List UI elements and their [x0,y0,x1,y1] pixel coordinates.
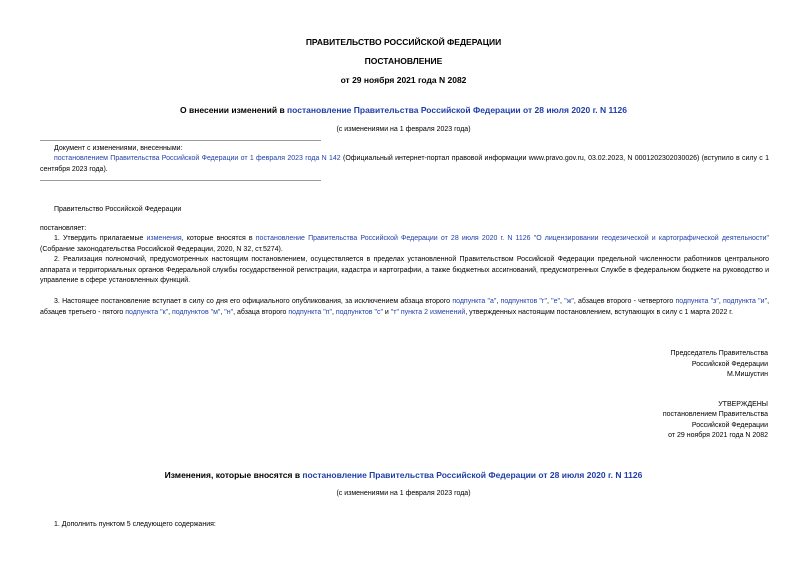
changes-box-text [40,154,769,175]
title-link-decree-1126[interactable]: постановление Правительства Российской Федерации от 28 июля 2020 г. N 1126 [287,105,627,115]
changes-box-heading: Документ с изменениями, внесенными: [54,145,183,152]
approved-heading: УТВЕРЖДЕНЫ [718,401,768,408]
changes-box-top-divider [40,140,321,141]
subitem-p-link[interactable]: подпункта "п" [288,308,332,316]
government-line: Правительство Российской Федерации [54,206,182,213]
subitem-n-link[interactable]: "н" [224,308,234,316]
subitem-i-link[interactable]: подпункта "и" [723,298,768,305]
subitem-zh-link[interactable]: "ж" [564,298,574,305]
subitem-z-link[interactable]: подпункта "з" [675,298,719,305]
signature-name: М.Мишустин [726,371,768,378]
title-prefix: О внесении изменений в [180,105,288,115]
doc-date-number: от 29 ноября 2021 года N 2082 [340,75,467,85]
changes-section-decree-link[interactable]: постановление Правительства Российской Федерации от 28 июля 2020 г. N 1126 [302,470,643,480]
subitem-a-link[interactable]: подпункта "а" [452,298,497,305]
approved-date: от 29 ноября 2021 года N 2082 [668,432,768,439]
changes-box-bottom-divider [40,180,321,181]
paragraph-3: 3. Настоящее постановление вступает в силу со дня его официального опубликования, за исключением абзаца второго подпункта "а", подпунктов "г", "е", "ж", абзацев второго - четвертого подпункта "з", подпункта "и", абзацев третьего - пятого подпункта "к", подпунктов "м", "н", абзаца второго подпункта "п", подпунктов "с" и "т" пункта 2 изменений, утвержденных настоящим постановлением, вступающих в силу с 1 марта 2022 г. [40,298,770,316]
signature-title: Председатель Правительства [670,350,768,357]
revision-note: (с изменениями на 1 февраля 2023 года) [336,126,471,133]
subitem-m-link[interactable]: подпунктов "м" [172,308,221,316]
amendment-details: (Официальный интернет-портал правовой информации www.pravo.gov.ru, 03.02.2023, N 0001202302030026) (вступило в силу с 1 сентября 2023 года). [40,155,769,173]
changes-section-note: (с изменениями на 1 февраля 2023 года) [336,490,471,497]
changes-link[interactable]: изменения [146,235,182,242]
subitem-t-link[interactable]: "т" пункта 2 изменений [390,308,466,316]
subitem-g-link[interactable]: подпунктов "г" [500,298,547,305]
decree-1126-full-link[interactable]: постановление Правительства Российской Федерации от 28 июля 2020 г. N 1126 "О лицензировании геодезической и картографической деятельности" [255,235,769,242]
changes-item-1: 1. Дополнить пунктом 5 следующего содержания: [54,521,216,528]
document-title [0,105,807,115]
approved-by: постановлением Правительства [662,411,768,418]
subitem-e-link[interactable]: "е" [551,298,561,305]
decrees-line: постановляет: [40,225,87,232]
signature-org: Российской Федерации [691,361,768,368]
approved-org: Российской Федерации [691,422,768,429]
doc-type-heading: ПОСТАНОВЛЕНИЕ [364,56,443,66]
subitem-s-link[interactable]: подпунктов "с" [335,308,383,316]
amendment-link-142[interactable]: постановлением Правительства Российской Федерации от 1 февраля 2023 года N 142 [54,155,341,162]
paragraph-2: 2. Реализация полномочий, предусмотренных настоящим постановлением, осуществляется в пределах установленной Правительством Российской Федерации предельной численности работников центрального аппарата и территориальных органов Федеральной службы государственной регистрации, кадастра и картографии, а также бюджетных ассигнований, предусмотренных Службе в федеральном бюджете на руководство и управление в сфере установленных функций. [40,256,769,285]
subitem-k-link[interactable]: подпункта "к" [125,308,169,316]
paragraph-1: 1. Утвердить прилагаемые изменения, которые вносятся в постановление Правительства Российской Федерации от 28 июля 2020 г. N 1126 "О лицензировании геодезической и картографической деятельности" (Собрание законодательства Российской Федерации, 2020, N 32, ст.5274). [40,235,769,253]
changes-section-title: Изменения, которые вносятся в постановление Правительства Российской Федерации от 28 июля 2020 г. N 1126 [164,470,643,480]
org-heading: ПРАВИТЕЛЬСТВО РОССИЙСКОЙ ФЕДЕРАЦИИ [305,37,502,47]
